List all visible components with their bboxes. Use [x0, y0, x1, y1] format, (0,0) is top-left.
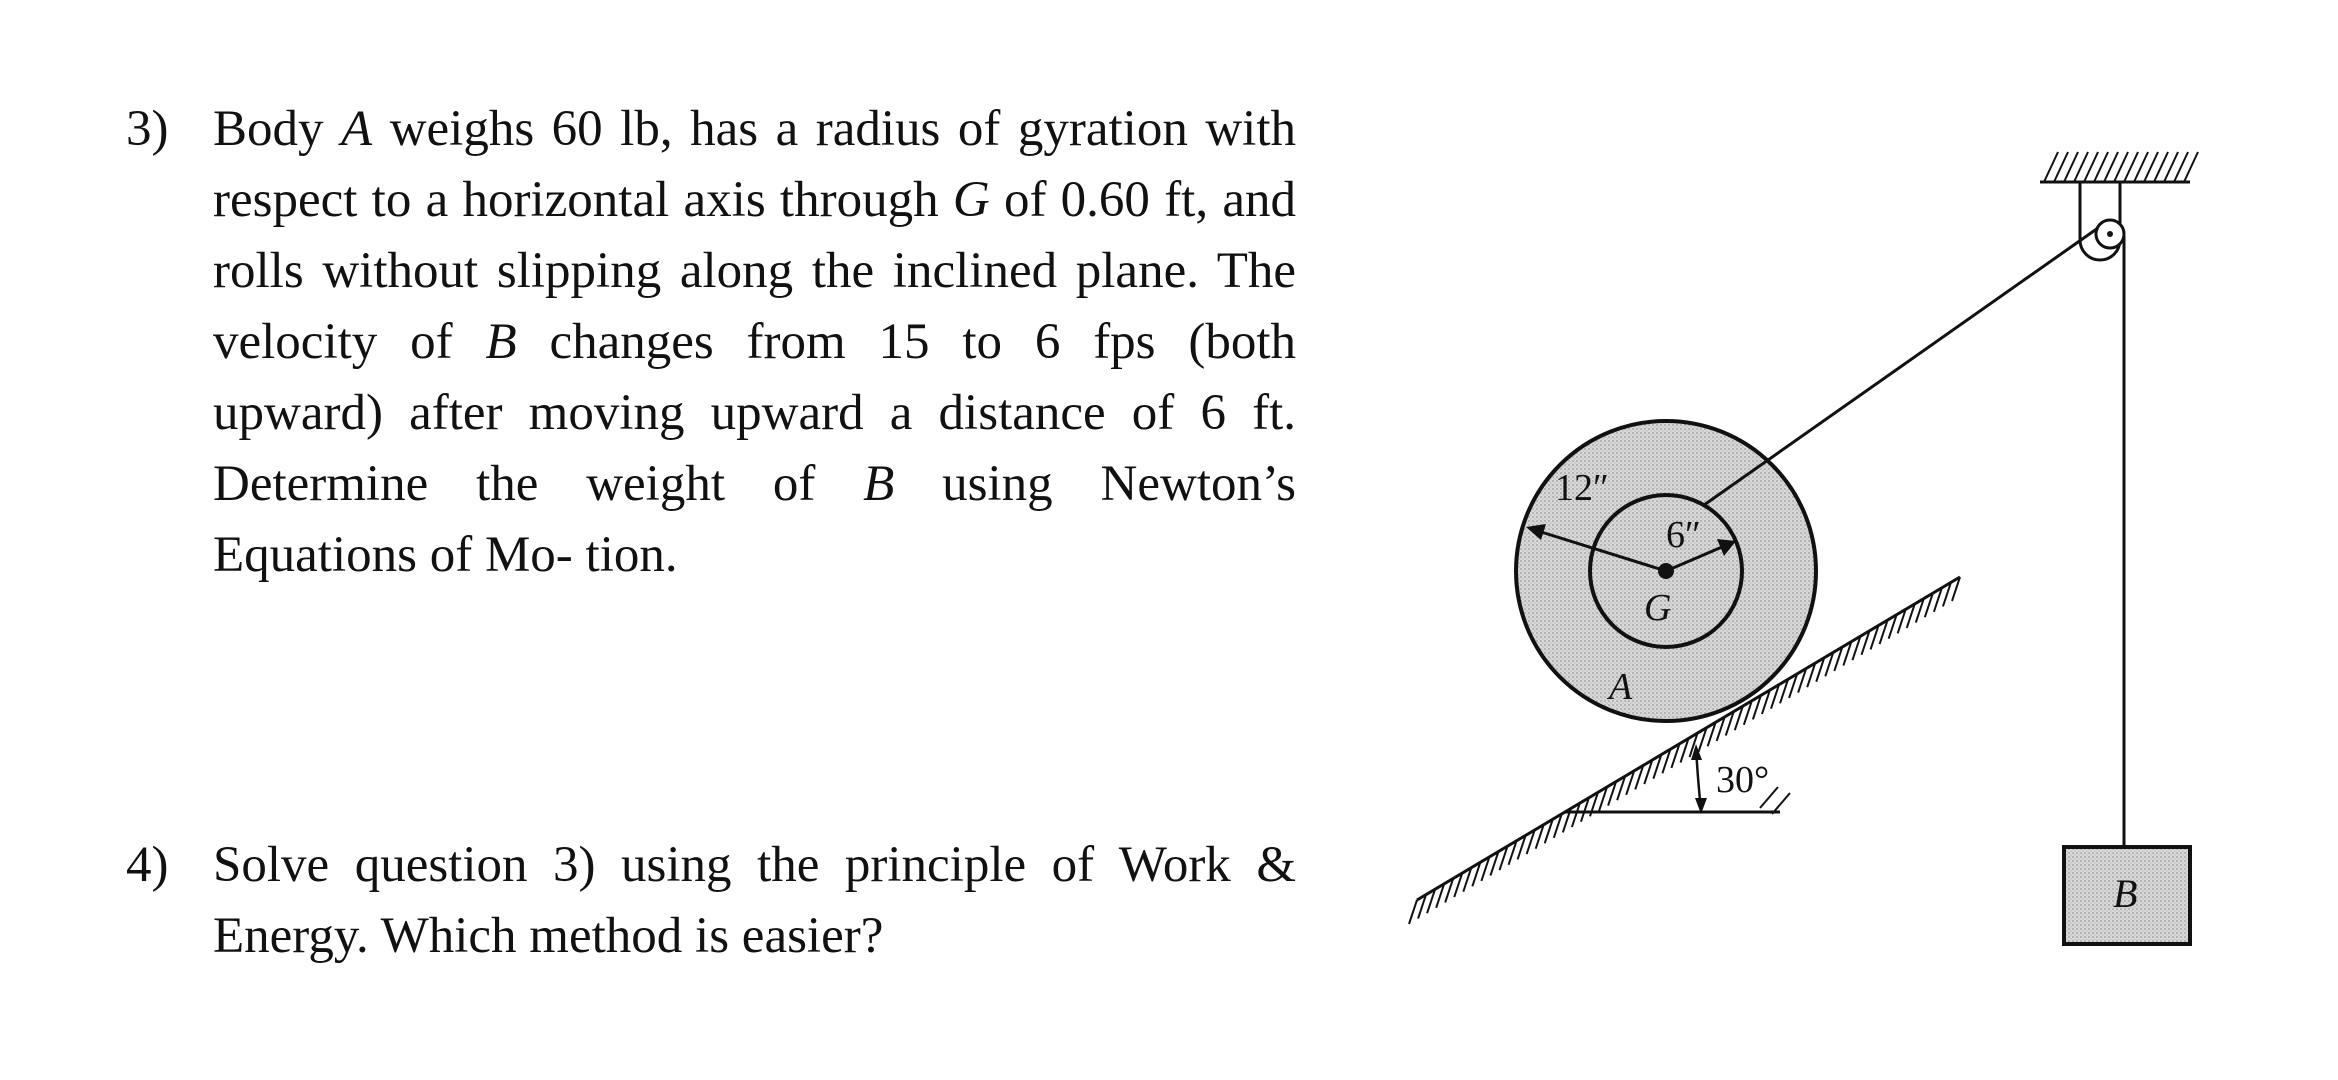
body-b-symbol: B: [485, 314, 517, 370]
body-b-symbol: B: [863, 456, 895, 512]
problem-3-text-part: of 0.60 ft, and rolls without slipping along the inclined plane. The velocity of: [213, 172, 1296, 370]
problem-3-statement: [213, 94, 1296, 591]
problem-3-number: 3): [126, 101, 169, 157]
body-a-symbol: A: [341, 101, 373, 157]
cable-to-pulley: [1704, 228, 2098, 505]
center-g-point: [1658, 563, 1674, 579]
problem-4-text-part: Solve question 3) using the principle of Work & Energy. Which method is easier?: [213, 837, 1296, 964]
problem-4: [126, 830, 1296, 972]
pulley-incline-diagram: [1380, 120, 2260, 980]
inner-radius-label: 6″: [1666, 514, 1701, 556]
problem-4-statement: [213, 830, 1296, 972]
problem-3-text-part: using Newton’s Equations of Mo- tion.: [213, 456, 1296, 583]
point-g-symbol: G: [952, 172, 990, 228]
problem-3: [126, 94, 1296, 591]
body-a-label: A: [1609, 666, 1633, 708]
pulley: [2080, 182, 2124, 260]
problem-3-text-part: changes from 15 to 6 fps (both upward) after moving upward a distance of 6 ft. Determine the weight of: [213, 314, 1297, 512]
angle-arrow: [1691, 744, 1707, 814]
problem-3-text-part: Body: [213, 101, 342, 157]
center-g-label: G: [1644, 587, 1672, 629]
outer-radius-label: 12″: [1555, 467, 1609, 509]
block-b-label: B: [2113, 871, 2138, 916]
angle-label: 30°: [1716, 759, 1770, 801]
problem-3-text-part: weighs 60 lb, has a radius of gyration with respect to a horizontal axis through: [213, 101, 1296, 228]
ceiling-support: [2040, 152, 2198, 182]
problem-4-number: 4): [126, 837, 169, 893]
